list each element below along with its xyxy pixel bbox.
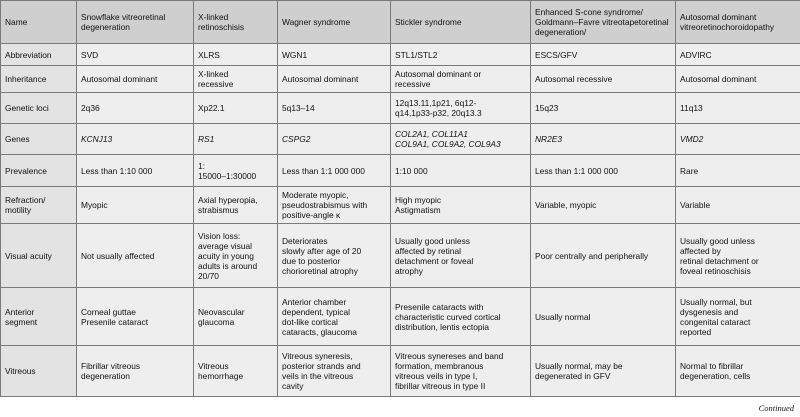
table-cell bbox=[676, 155, 800, 187]
row-label-text: Vitreous bbox=[5, 366, 36, 376]
table-cell bbox=[391, 124, 531, 155]
cell-text: XLRS bbox=[198, 49, 220, 60]
cell-text: Rare bbox=[680, 165, 699, 176]
table-cell bbox=[77, 155, 194, 187]
cell-text: Usually normal, may be degenerated in GFV bbox=[535, 361, 623, 381]
cell-text: Normal to fibrillar degeneration, cells bbox=[680, 361, 751, 381]
cell-text: Usually good unless affected by retinal detachment or foveal atrophy bbox=[395, 235, 474, 276]
table-row-anterior-segment bbox=[1, 288, 800, 346]
table-cell bbox=[278, 288, 391, 346]
table-cell bbox=[194, 44, 278, 66]
cell-text: Xp22.1 bbox=[198, 103, 225, 113]
table-cell bbox=[194, 224, 278, 288]
cell-text: Autosomal dominant bbox=[282, 74, 359, 84]
cell-text: Deteriorates slowly after age of 20 due to posterior chorioretinal atrophy bbox=[282, 235, 362, 276]
row-label bbox=[1, 187, 77, 224]
cell-text: Vitreous synereses and band formation, membranous vitreous veils in type I, fibrillar vitreous in type II bbox=[395, 351, 504, 391]
row-label-text: Prevalence bbox=[5, 165, 47, 176]
row-label-text: Abbreviation bbox=[5, 49, 52, 60]
cell-text: 2q36 bbox=[81, 103, 100, 113]
cell-text: Autosomal dominant or recessive bbox=[395, 69, 482, 89]
gene-name: NR2E3 bbox=[535, 134, 562, 144]
table-cell bbox=[278, 93, 391, 124]
cell-text: Poor centrally and peripherally bbox=[535, 250, 649, 261]
table-cell bbox=[194, 66, 278, 93]
table-cell bbox=[531, 66, 676, 93]
row-label bbox=[1, 66, 77, 93]
header-cell-wagner: Wagner syndrome bbox=[278, 1, 391, 44]
cell-text: 5q13–14 bbox=[282, 103, 315, 113]
table-cell bbox=[278, 124, 391, 155]
cell-text: Autosomal recessive bbox=[535, 74, 613, 84]
cell-text: Autosomal dominant bbox=[81, 74, 158, 84]
row-label bbox=[1, 224, 77, 288]
table-cell bbox=[391, 346, 531, 397]
table-cell bbox=[676, 288, 800, 346]
table-row-inheritance bbox=[1, 66, 800, 93]
cell-text: 12q13.11,1p21, 6q12- q14,1p33-p32, 20q13.3 bbox=[395, 98, 482, 118]
table-cell bbox=[278, 187, 391, 224]
cell-text: Usually normal, but dysgenesis and congenital cataract reported bbox=[680, 296, 752, 337]
cell-text: Not usually affected bbox=[81, 250, 155, 261]
table-row-refraction bbox=[1, 187, 800, 224]
cell-text: Less than 1:1 000 000 bbox=[535, 165, 618, 176]
table-cell bbox=[77, 93, 194, 124]
cell-text: STL1/STL2 bbox=[395, 49, 438, 60]
table-cell bbox=[391, 224, 531, 288]
cell-text: X-linked recessive bbox=[198, 69, 234, 89]
table-cell bbox=[77, 224, 194, 288]
table-cell bbox=[194, 155, 278, 187]
header-cell-svd: Snowflake vitreoretinal degeneration bbox=[77, 1, 194, 44]
cell-text: Variable bbox=[680, 200, 711, 210]
cell-text: Neovascular glaucoma bbox=[198, 306, 245, 327]
table-cell bbox=[77, 346, 194, 397]
table-cell bbox=[278, 44, 391, 66]
cell-text: Vitreous hemorrhage bbox=[198, 361, 244, 381]
header-cell-stickler: Stickler syndrome bbox=[391, 1, 531, 44]
header-cell-xlrs: X-linked retinoschisis bbox=[194, 1, 278, 44]
cell-text: Autosomal dominant bbox=[680, 74, 757, 84]
table-cell bbox=[194, 288, 278, 346]
table-cell bbox=[77, 187, 194, 224]
cell-text: 11q13 bbox=[680, 103, 703, 113]
cell-text: High myopic Astigmatism bbox=[395, 195, 442, 215]
table-cell bbox=[194, 93, 278, 124]
header-cell-advirc: Autosomal dominant vitreoretinochoroidopathy bbox=[676, 1, 800, 44]
header-cell-name: Name bbox=[1, 1, 77, 44]
cell-text: Less than 1:10 000 bbox=[81, 165, 153, 176]
continued-note: Continued bbox=[758, 403, 794, 413]
table-cell bbox=[531, 346, 676, 397]
table-cell bbox=[391, 187, 531, 224]
cell-text: 1:10 000 bbox=[395, 165, 428, 176]
cell-text: Vitreous syneresis, posterior strands and veils in the vitreous cavity bbox=[282, 351, 361, 391]
row-label bbox=[1, 155, 77, 187]
table-cell bbox=[391, 93, 531, 124]
table-cell bbox=[676, 224, 800, 288]
table-cell bbox=[278, 224, 391, 288]
table-cell bbox=[391, 66, 531, 93]
table-cell bbox=[531, 93, 676, 124]
cell-text: 15q23 bbox=[535, 103, 559, 113]
cell-text: Vision loss: average visual acuity in young adults is around 20/70 bbox=[198, 230, 258, 281]
cell-text: Fibrillar vitreous degeneration bbox=[81, 361, 141, 381]
header-row bbox=[1, 1, 800, 44]
table-cell bbox=[194, 187, 278, 224]
table-cell bbox=[531, 155, 676, 187]
row-label-text: Inheritance bbox=[5, 74, 47, 84]
table-cell bbox=[77, 44, 194, 66]
table-cell bbox=[391, 155, 531, 187]
gene-name: CSPG2 bbox=[282, 134, 311, 144]
gene-name: COL2A1, COL11A1 COL9A1, COL9A2, COL9A3 bbox=[395, 129, 501, 149]
table-cell bbox=[194, 124, 278, 155]
row-label bbox=[1, 288, 77, 346]
table-cell bbox=[676, 346, 800, 397]
table-cell bbox=[676, 187, 800, 224]
table-cell bbox=[676, 66, 800, 93]
cell-text: Moderate myopic, pseudostrabismus with positive-angle κ bbox=[282, 190, 368, 220]
cell-text: Less than 1:1 000 000 bbox=[282, 165, 365, 176]
cell-text: SVD bbox=[81, 49, 99, 60]
cell-text: ADVIRC bbox=[680, 49, 712, 60]
table-row-visual-acuity bbox=[1, 224, 800, 288]
header-cell-escs: Enhanced S-cone syndrome/ Goldmann–Favre vitreotapetoretinal degeneration/ bbox=[531, 1, 676, 44]
table-cell bbox=[77, 288, 194, 346]
table-cell bbox=[531, 224, 676, 288]
cell-text: 1: 15000–1:30000 bbox=[198, 160, 257, 181]
row-label-text: Genes bbox=[5, 134, 30, 144]
table-cell bbox=[278, 66, 391, 93]
table-cell bbox=[391, 288, 531, 346]
row-label bbox=[1, 93, 77, 124]
table-cell bbox=[676, 44, 800, 66]
table-row-genes bbox=[1, 124, 800, 155]
cell-text: Corneal guttae Presenile cataract bbox=[81, 306, 149, 327]
table-cell bbox=[531, 44, 676, 66]
cell-text: Axial hyperopia, strabismus bbox=[198, 195, 258, 215]
cell-text: Variable, myopic bbox=[535, 200, 597, 210]
table-cell bbox=[676, 124, 800, 155]
cell-text: ESCS/GFV bbox=[535, 49, 578, 60]
gene-name: VMD2 bbox=[680, 134, 704, 144]
table-cell bbox=[531, 124, 676, 155]
cell-text: Anterior chamber dependent, typical dot-like cortical cataracts, glaucoma bbox=[282, 296, 357, 337]
table-cell bbox=[77, 66, 194, 93]
cell-text: Myopic bbox=[81, 200, 108, 210]
table-cell bbox=[676, 93, 800, 124]
table-cell bbox=[531, 288, 676, 346]
row-label-text: Genetic loci bbox=[5, 103, 49, 113]
table-cell bbox=[77, 124, 194, 155]
row-label bbox=[1, 346, 77, 397]
cell-text: Presenile cataracts with characteristic curved cortical distribution, lentis ectopia bbox=[395, 301, 501, 332]
table-cell bbox=[391, 44, 531, 66]
cell-text: WGN1 bbox=[282, 49, 308, 60]
table-cell bbox=[531, 187, 676, 224]
row-label-text: Visual acuity bbox=[5, 250, 52, 261]
row-label bbox=[1, 44, 77, 66]
row-label bbox=[1, 124, 77, 155]
gene-name: RS1 bbox=[198, 134, 215, 144]
cell-text: Usually good unless affected by retinal detachment or foveal retinoschisis bbox=[680, 235, 759, 276]
gene-name: KCNJ13 bbox=[81, 134, 113, 144]
table-cell bbox=[278, 155, 391, 187]
table-row-abbreviation bbox=[1, 44, 800, 66]
table-cell bbox=[278, 346, 391, 397]
row-label-text: Anterior segment bbox=[5, 306, 38, 327]
cell-text: Usually normal bbox=[535, 311, 591, 322]
table-row-vitreous bbox=[1, 346, 800, 397]
table-cell bbox=[194, 346, 278, 397]
table-row-prevalence bbox=[1, 155, 800, 187]
row-label-text: Refraction/ motility bbox=[5, 195, 46, 215]
table-row-genetic-loci bbox=[1, 93, 800, 124]
